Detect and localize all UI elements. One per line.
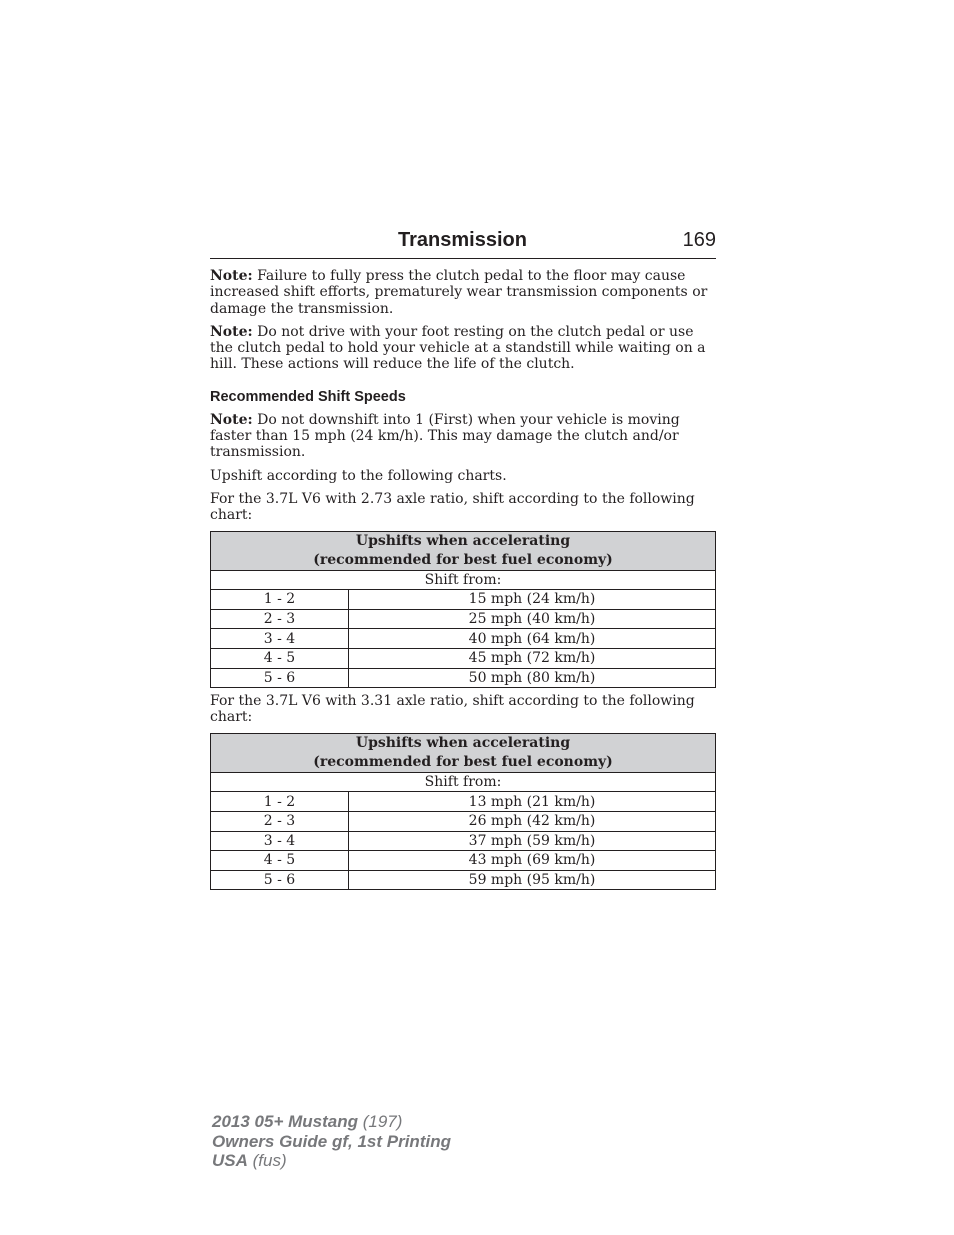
table-row	[211, 851, 716, 871]
table-subheader-row	[211, 772, 716, 792]
footer-region: USA	[212, 1151, 248, 1170]
footer-region-code: (fus)	[247, 1151, 287, 1170]
table-caption-273: For the 3.7L V6 with 2.73 axle ratio, shift according to the following chart:	[210, 490, 695, 524]
speed-cell: 37 mph (59 km/h)	[349, 831, 716, 851]
footer-model: 2013 05+ Mustang	[212, 1112, 358, 1131]
footer-model-code: (197)	[358, 1112, 403, 1131]
note-label: Note:	[210, 411, 253, 428]
intro-text: Upshift according to the following charts.	[210, 467, 507, 484]
speed-cell: 26 mph (42 km/h)	[349, 811, 716, 831]
table-subheader-row	[211, 570, 716, 590]
speed-cell: 25 mph (40 km/h)	[349, 609, 716, 629]
gear-cell: 1 - 2	[211, 590, 349, 610]
page-header	[210, 228, 716, 259]
table-subheader: Shift from:	[211, 772, 716, 792]
speed-cell: 59 mph (95 km/h)	[349, 870, 716, 890]
page-title: Transmission	[398, 229, 527, 251]
table-row	[211, 668, 716, 688]
table-caption-331: For the 3.7L V6 with 3.31 axle ratio, shift according to the following chart:	[210, 693, 695, 726]
table-row	[211, 629, 716, 649]
speed-cell: 40 mph (64 km/h)	[349, 629, 716, 649]
section-heading: Recommended Shift Speeds	[210, 388, 406, 405]
table-header-row	[211, 733, 716, 772]
footer-line-model	[212, 1112, 451, 1132]
table-header	[211, 531, 716, 570]
table-header-line1: Upshifts when accelerating	[355, 532, 571, 549]
table-row	[211, 648, 716, 668]
speed-cell: 13 mph (21 km/h)	[349, 792, 716, 812]
gear-cell: 3 - 4	[211, 831, 349, 851]
gear-cell: 5 - 6	[211, 668, 349, 688]
page-content	[210, 268, 716, 895]
note-text: Do not downshift into 1 (First) when your vehicle is moving faster than 15 mph (24 km/h). This may damage the clutch and/or transmission.	[210, 411, 680, 461]
footer-line-guide	[212, 1132, 451, 1152]
speed-cell: 45 mph (72 km/h)	[349, 648, 716, 668]
speed-cell: 50 mph (80 km/h)	[349, 668, 716, 688]
gear-cell: 1 - 2	[211, 792, 349, 812]
speed-cell: 15 mph (24 km/h)	[349, 590, 716, 610]
note-label: Note:	[210, 323, 253, 340]
note-text: Failure to fully press the clutch pedal to the floor may cause increased shift efforts, prematurely wear transmission components or damage the transmission.	[210, 268, 708, 317]
note-clutch-rest	[210, 324, 716, 373]
table-row	[211, 870, 716, 890]
table-row	[211, 792, 716, 812]
gear-cell: 3 - 4	[211, 629, 349, 649]
note-downshift	[210, 412, 716, 461]
table-row	[211, 811, 716, 831]
gear-cell: 2 - 3	[211, 811, 349, 831]
gear-cell: 2 - 3	[211, 609, 349, 629]
table-header-line2: (recommended for best fuel economy)	[313, 551, 613, 568]
gear-cell: 5 - 6	[211, 870, 349, 890]
table-header-line1: Upshifts when accelerating	[355, 734, 571, 751]
footer-guide: Owners Guide gf, 1st Printing	[212, 1131, 451, 1151]
table-header-row	[211, 531, 716, 570]
shift-table-331	[210, 733, 716, 891]
table-row	[211, 831, 716, 851]
note-text: Do not drive with your foot resting on the clutch pedal or use the clutch pedal to hold your vehicle at a standstill while waiting on a hill. These actions will reduce the life of the clutch.	[210, 323, 706, 373]
table-header	[211, 733, 716, 772]
table-row	[211, 590, 716, 610]
gear-cell: 4 - 5	[211, 648, 349, 668]
note-label: Note:	[210, 268, 253, 284]
footer-line-region	[212, 1151, 451, 1171]
gear-cell: 4 - 5	[211, 851, 349, 871]
note-clutch-press	[210, 268, 716, 317]
table-subheader: Shift from:	[211, 570, 716, 590]
page-number: 169	[682, 229, 716, 251]
shift-table-273	[210, 531, 716, 689]
table-row	[211, 609, 716, 629]
table-header-line2: (recommended for best fuel economy)	[313, 753, 613, 770]
page-footer	[212, 1112, 451, 1171]
speed-cell: 43 mph (69 km/h)	[349, 851, 716, 871]
